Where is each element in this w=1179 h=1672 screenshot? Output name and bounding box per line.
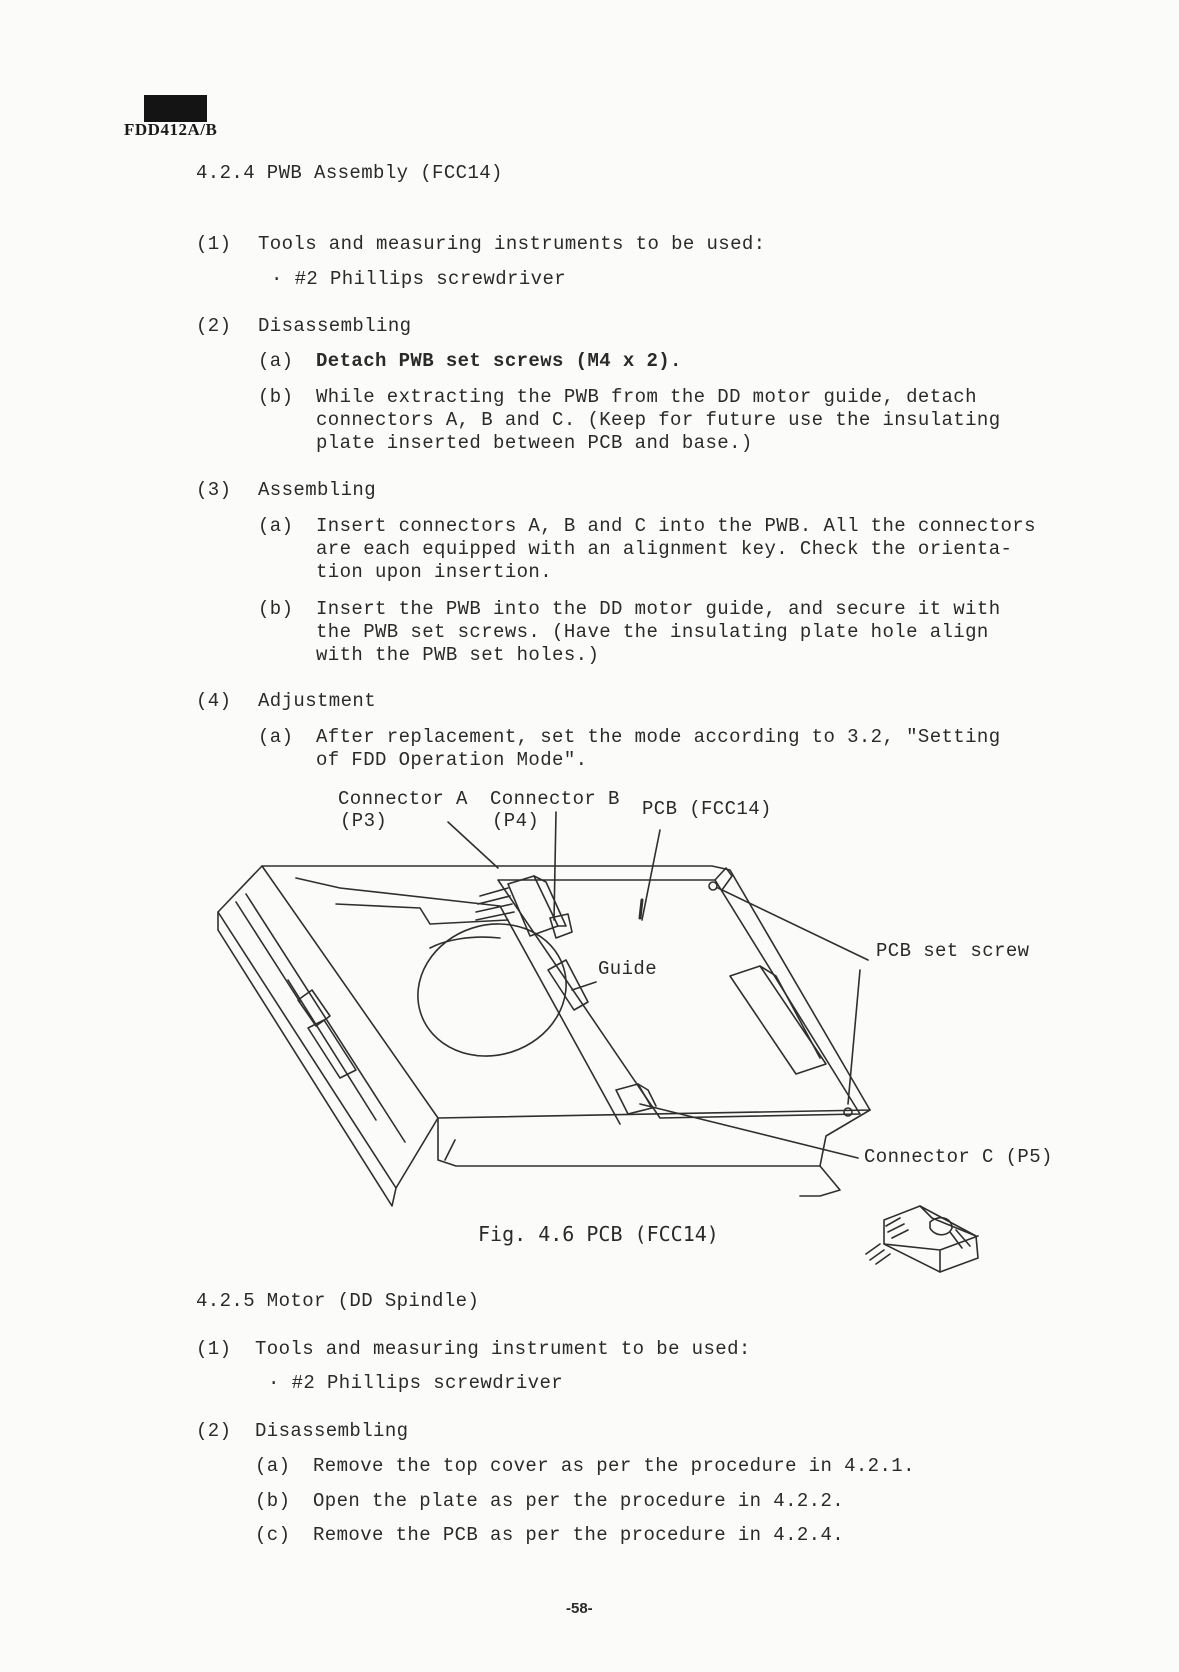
pcb-screw-rear [709,882,717,890]
s425-c-label: (c) [255,1524,291,1546]
label-connector-a-pin: (P3) [340,810,388,832]
s425-b-text: Open the plate as per the procedure in 4.2.2. [313,1490,845,1512]
s425-2-title: Disassembling [255,1420,409,1442]
s425-a-text: Remove the top cover as per the procedure in 4.2.1. [313,1455,915,1477]
model-header: FDD412A/B [124,120,218,139]
s3b-line3: with the PWB set holes.) [316,644,600,666]
s4a-label: (a) [258,726,294,748]
figure-caption: Fig. 4.6 PCB (FCC14) [478,1222,719,1246]
s1-tool-item: · #2 Phillips screwdriver [271,268,567,290]
label-pcb: PCB (FCC14) [642,798,772,820]
s3a-line1: Insert connectors A, B and C into the PWB. All the connectors [316,515,1036,537]
s3b-line2: the PWB set screws. (Have the insulating plate hole align [316,621,989,643]
s425-1-tool-item: · #2 Phillips screwdriver [268,1372,564,1394]
section-425-heading: 4.2.5 Motor (DD Spindle) [196,1290,480,1312]
s2b-line1: While extracting the PWB from the DD motor guide, detach [316,386,977,408]
label-pcb-set-screw: PCB set screw [876,940,1030,962]
s2a-text: Detach PWB set screws (M4 x 2). [316,350,682,372]
s425-1-number: (1) [196,1338,232,1360]
label-connector-b-pin: (P4) [492,810,540,832]
s2-number: (2) [196,315,232,337]
s425-c-text: Remove the PCB as per the procedure in 4.2.4. [313,1524,845,1546]
s3a-line3: tion upon insertion. [316,561,553,583]
s3b-label: (b) [258,598,294,620]
s425-2-number: (2) [196,1420,232,1442]
s1-title: Tools and measuring instruments to be used: [258,233,766,255]
s4-title: Adjustment [258,690,377,712]
spindle-disc [401,905,584,1075]
s2a-label: (a) [258,350,294,372]
leader-screw-rear [718,888,868,960]
s4a-line1: After replacement, set the mode according to 3.2, "Setting [316,726,1001,748]
s2b-line3: plate inserted between PCB and base.) [316,432,753,454]
s2b-label: (b) [258,386,294,408]
s3b-line1: Insert the PWB into the DD motor guide, and secure it with [316,598,1001,620]
s4-number: (4) [196,690,232,712]
s1-number: (1) [196,233,232,255]
leader-guide [572,982,596,990]
s425-b-label: (b) [255,1490,291,1512]
label-connector-c: Connector C (P5) [864,1146,1053,1168]
s4a-line2: of FDD Operation Mode". [316,749,588,771]
leader-connector-a [448,822,498,868]
section-424-heading: 4.2.4 PWB Assembly (FCC14) [196,162,503,184]
leader-pcb [642,830,660,920]
label-guide: Guide [598,958,658,980]
s2b-line2: connectors A, B and C. (Keep for future use the insulating [316,409,1001,431]
s425-a-label: (a) [255,1455,291,1477]
s3a-label: (a) [258,515,294,537]
s3a-line2: are each equipped with an alignment key. Check the orienta- [316,538,1013,560]
s3-number: (3) [196,479,232,501]
label-connector-a: Connector A [338,788,468,810]
page-number: -58- [566,1600,593,1617]
s3-title: Assembling [258,479,377,501]
s2-title: Disassembling [258,315,412,337]
s425-1-title: Tools and measuring instrument to be used: [255,1338,751,1360]
label-connector-b: Connector B [490,788,620,810]
